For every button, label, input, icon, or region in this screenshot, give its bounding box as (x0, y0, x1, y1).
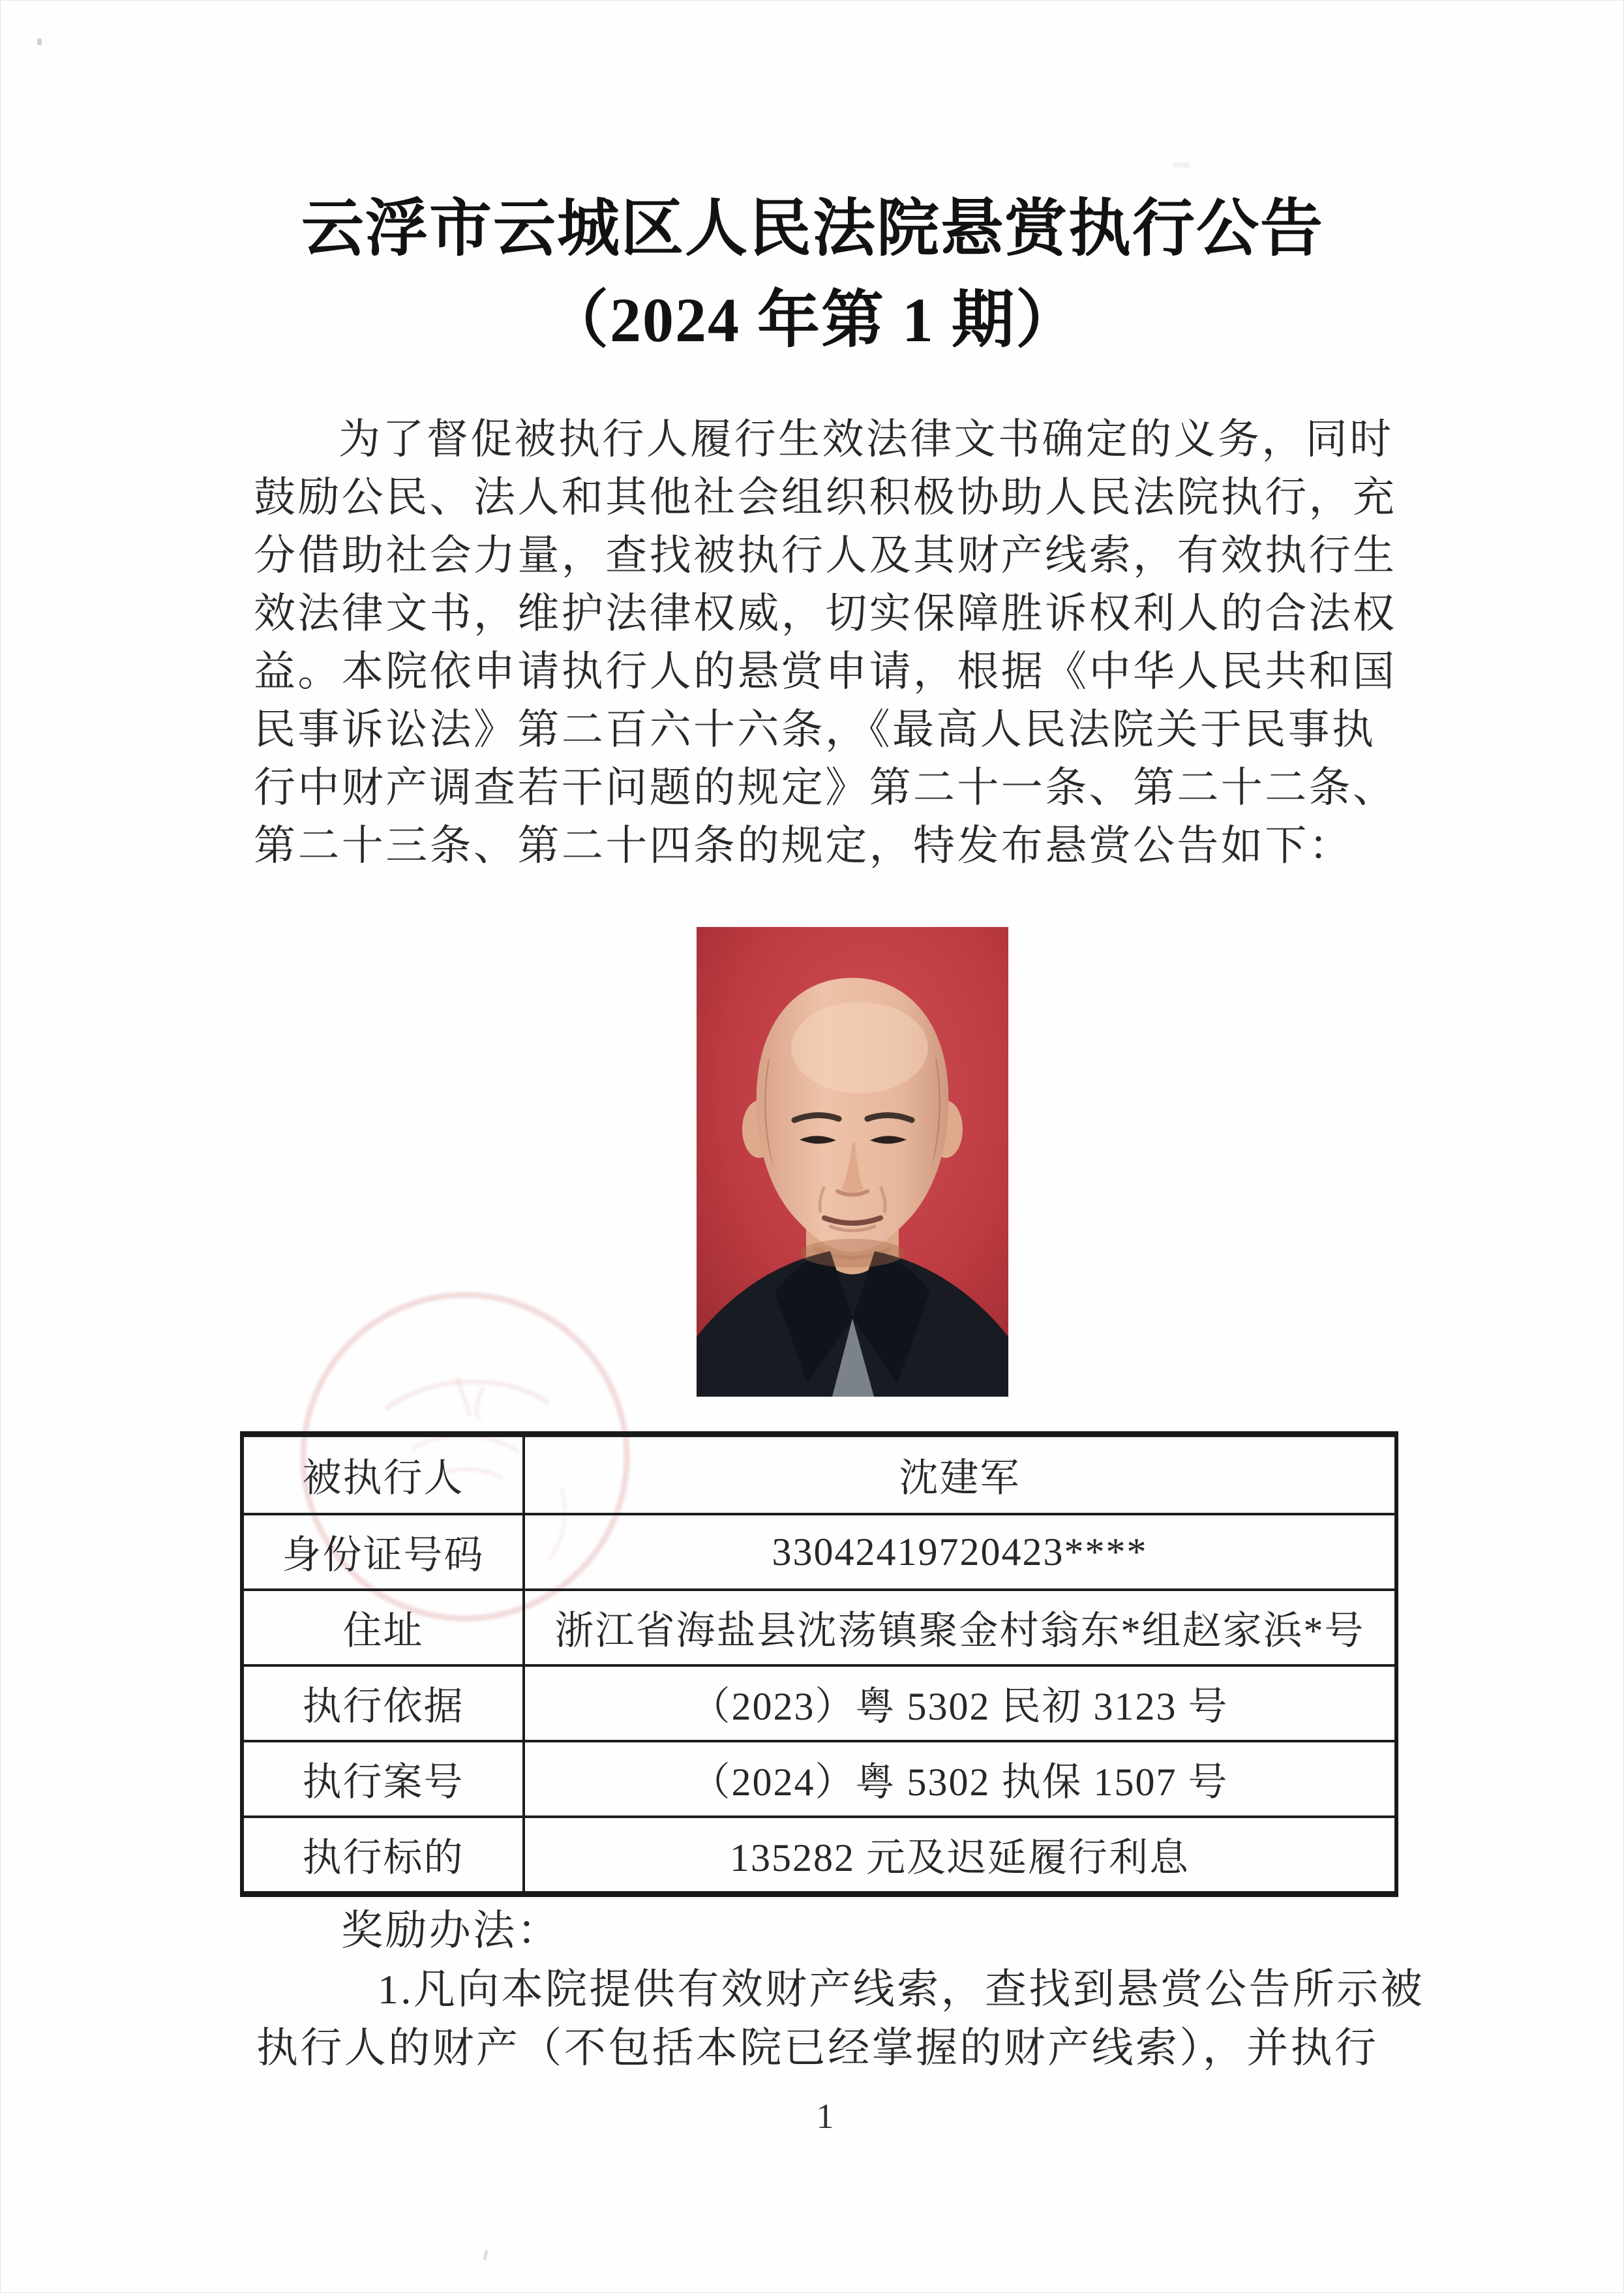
body-line: 为了督促被执行人履行生效法律文书确定的义务，同时 (338, 416, 1394, 463)
body-line: 鼓励公民、法人和其他社会组织积极协助人民法院执行，充 (254, 474, 1397, 521)
title-block (1, 183, 1624, 366)
body-line: 行中财产调查若干问题的规定》第二十一条、第二十二条、 (254, 765, 1397, 811)
scan-speck (483, 2250, 488, 2261)
page-number: 1 (816, 2097, 834, 2136)
table-value: （2023）粤 5302 民初 3123 号 (525, 1664, 1394, 1740)
body-line: 民事诉讼法》第二百六十六条，《最高人民法院关于民事执 (254, 706, 1376, 753)
page-subtitle: （2024 年第 1 期） (546, 285, 1079, 355)
table-value: 浙江省海盐县沈荡镇聚金村翁东*组赵家浜*号 (525, 1588, 1394, 1664)
subject-info-table (240, 1431, 1398, 1897)
notes-line: 执行人的财产（不包括本院已经掌握的财产线索），并执行 (256, 2025, 1379, 2071)
notes-line: 1.凡向本院提供有效财产线索，查找到悬赏公告所示被 (378, 1966, 1424, 2012)
portrait-illustration (697, 927, 1008, 1397)
table-value: （2024）粤 5302 执保 1507 号 (525, 1740, 1394, 1815)
table-label: 住址 (244, 1588, 525, 1664)
table-value: 135282 元及迟延履行利息 (525, 1815, 1394, 1891)
reward-method-heading: 奖励办法： (341, 1907, 561, 1954)
page-title: 云浮市云城区人民法院悬赏执行公告 (301, 194, 1324, 264)
table-label: 身份证号码 (244, 1513, 525, 1588)
scan-speck (37, 38, 42, 45)
table-label: 执行案号 (244, 1740, 525, 1815)
table-value: 沈建军 (899, 1457, 1021, 1500)
subject-photo (697, 927, 1008, 1397)
table-label: 被执行人 (244, 1437, 525, 1513)
body-paragraph (254, 410, 1402, 875)
table-label: 执行依据 (244, 1664, 525, 1740)
scan-speck (1173, 162, 1190, 168)
body-line: 分借助社会力量，查找被执行人及其财产线索，有效执行生 (254, 532, 1397, 579)
body-line: 效法律文书，维护法律权威，切实保障胜诉权利人的合法权 (254, 590, 1397, 637)
body-line: 第二十三条、第二十四条的规定，特发布悬赏公告如下： (254, 823, 1353, 869)
table-value: 33042419720423**** (525, 1513, 1394, 1588)
reward-method-section (256, 1902, 1424, 2078)
body-line: 益。本院依申请执行人的悬赏申请，根据《中华人民共和国 (254, 648, 1397, 695)
table-label: 执行标的 (244, 1815, 525, 1891)
